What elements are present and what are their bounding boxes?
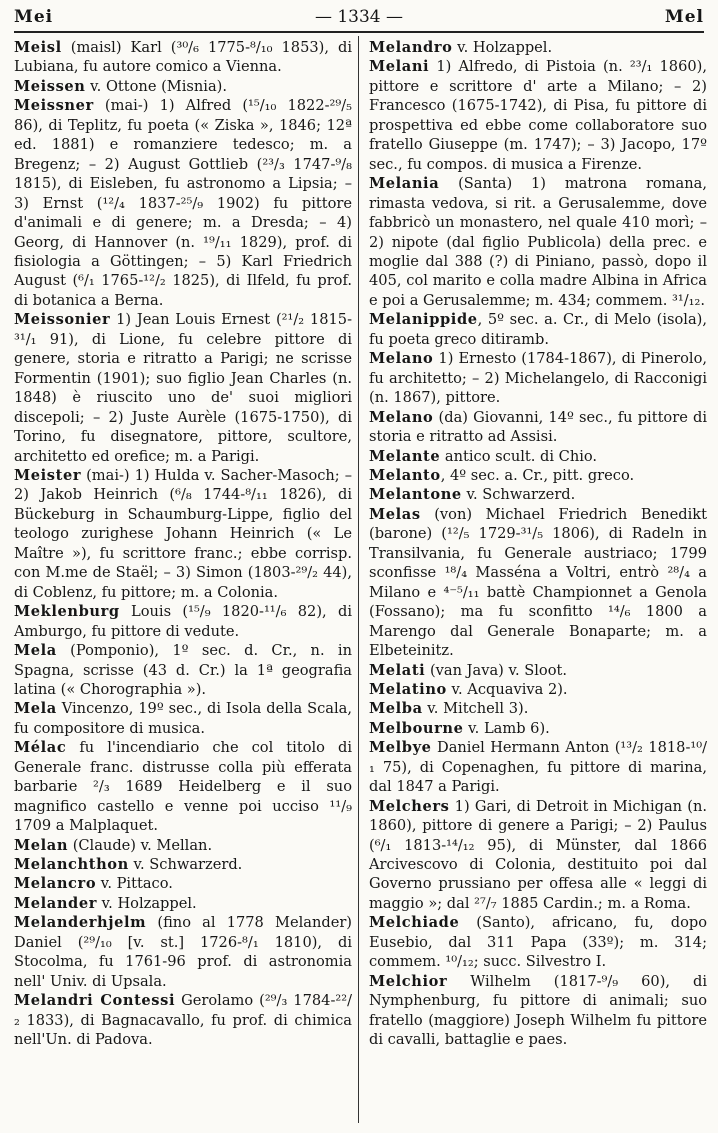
dictionary-entry — [14, 77, 352, 96]
entry-headword: Melanderhjelm — [14, 914, 147, 932]
dictionary-entry — [369, 661, 707, 680]
dictionary-entry — [369, 408, 712, 447]
entry-text: (mai-) 1) Hulda v. Sacher-Masoch; – 2) Jakob Heinrich (⁶/₈ 1744-⁸/₁₁ 1826), di Bückeburg in Schaumburg-Lippe, figlio del teologo zurighese Johann Heinrich (« Le Maître »), fu scrittore franc.; ebbe corrisp. con M.me de Staël; – 3) Simon (1803-²⁹/₂ 44), di Coblenz, fu pittore; m. a Colonia. — [14, 466, 357, 601]
dictionary-entry — [14, 699, 357, 738]
dictionary-entry — [369, 505, 712, 661]
dictionary-entry — [369, 913, 712, 971]
entry-headword: Melchior — [369, 972, 448, 990]
entry-text: v. Schwarzerd. — [128, 856, 243, 874]
entry-headword: Meissner — [14, 97, 94, 115]
entry-headword: Melba — [369, 700, 423, 718]
entry-headword: Meissen — [14, 77, 86, 95]
dictionary-entry — [369, 466, 707, 485]
entry-text: (maisl) Karl (³⁰/₆ 1775-⁸/₁₀ 1853), di Lubiana, fu autore comico a Vienna. — [14, 39, 357, 76]
page-number: — 1334 — — [314, 7, 404, 27]
dictionary-entry — [369, 349, 712, 407]
dictionary-entry — [14, 310, 357, 466]
dictionary-entry — [369, 719, 707, 738]
entry-headword: Melander — [14, 894, 98, 912]
entry-headword: Melani — [369, 58, 430, 76]
entry-text: Wilhelm (1817-⁹/₉ 60), di Nymphenburg, fu pittore di animali; suo fratello (maggiore) Joseph Wilhelm fu pittore di cavalli, battaglie e paes. — [369, 972, 712, 1049]
entry-text: v. Pittaco. — [96, 875, 173, 893]
entry-headword: Meissonier — [14, 311, 111, 329]
entry-text: v. Acquaviva 2). — [446, 680, 568, 698]
dictionary-entry — [14, 874, 352, 893]
header-rule — [14, 31, 704, 33]
dictionary-entry — [369, 38, 707, 57]
entry-text: Vincenzo, 19º sec., di Isola della Scala, fu compositore di musica. — [14, 700, 357, 737]
dictionary-entry — [14, 913, 357, 991]
header-right-headword: Mel — [664, 7, 704, 27]
entry-text: v. Lamb 6). — [463, 719, 550, 737]
dictionary-entry — [369, 485, 707, 504]
right-column — [369, 38, 712, 1050]
entry-text: Gerolamo (²⁹/₃ 1784-²²/₂ 1833), di Bagnacavallo, fu prof. di chimica nell'Un. di Padova. — [14, 992, 357, 1049]
dictionary-entry — [14, 641, 357, 699]
entry-text: antico scult. di Chio. — [440, 447, 598, 465]
entry-text: , 4º sec. a. Cr., pitt. greco. — [440, 466, 635, 484]
entry-headword: Melandro — [369, 39, 453, 56]
entry-headword: Melante — [369, 447, 441, 465]
entry-text: (Pomponio), 1º sec. d. Cr., n. in Spagna, scrisse (43 d. Cr.) la 1ª geografia latina (« Chorographia »). — [14, 642, 357, 698]
entry-text: (Claude) v. Mellan. — [68, 836, 213, 854]
entry-headword: Meister — [14, 466, 82, 484]
entry-text: v. Holzappel. — [97, 894, 197, 912]
entry-text: 1) Jean Louis Ernest (²¹/₂ 1815-³¹/₁ 91), di Lione, fu celebre pittore di genere, storia e ritratto a Parigi; ne scrisse Formentin (1901); suo figlio Jean Charles (n. 1848) è riuscito uno de' suoi migliori discepoli; – 2) Juste Aurèle (1675-1750), di Torino, fu disegnatore, pittore, scultore, architetto ed orefice; m. a Parigi. — [14, 311, 357, 465]
entry-text: v. Mitchell 3). — [422, 700, 529, 718]
entry-headword: Mela — [14, 700, 57, 718]
dictionary-entry — [14, 855, 352, 874]
header-left-headword: Mei — [14, 7, 54, 27]
left-column — [14, 38, 357, 1050]
entry-headword: Melandri Contessi — [14, 992, 176, 1010]
entry-headword: Melan — [14, 836, 69, 854]
dictionary-entry — [369, 738, 712, 796]
dictionary-entry — [369, 797, 712, 914]
entry-headword: Melano — [369, 350, 434, 368]
dictionary-entry — [369, 972, 712, 1050]
entry-headword: Mélac — [14, 739, 67, 757]
column-divider — [358, 36, 359, 1123]
dictionary-entry — [14, 836, 352, 855]
entry-headword: Melancro — [14, 875, 97, 893]
entry-headword: Meisl — [14, 39, 62, 56]
dictionary-entry — [14, 894, 352, 913]
entry-headword: Melchers — [369, 797, 450, 815]
entry-headword: Melatino — [369, 680, 447, 698]
entry-headword: Melbye — [369, 739, 432, 757]
entry-text: 1) Alfredo, di Pistoia (n. ²³/₁ 1860), pittore e scrittore d' arte a Milano; – 2) Francesco (1675-1742), di Pisa, fu pittore di prospettiva ed ebbe come collaboratore suo fratello Giuseppe (m. 1747); – 3) Jacopo, 17º sec., fu compos. di musica a Firenze. — [369, 58, 712, 173]
entry-headword: Melania — [369, 175, 440, 193]
dictionary-entry — [369, 447, 707, 466]
dictionary-entry — [14, 466, 357, 602]
entry-headword: Melanto — [369, 466, 441, 484]
entry-text: (Santo), africano, fu, dopo Eusebio, dal 311 Papa (33º); m. 314; commem. ¹⁰/₁₂; succ. Silvestro I. — [369, 914, 712, 971]
dictionary-entry — [14, 602, 357, 641]
entry-text: Louis (¹⁵/₉ 1820-¹¹/₆ 82), di Amburgo, fu pittore di vedute. — [14, 603, 357, 640]
dictionary-entry — [369, 680, 707, 699]
entry-headword: Melanchthon — [14, 856, 129, 874]
entry-text: v. Schwarzerd. — [461, 486, 576, 504]
entry-headword: Meklenburg — [14, 603, 120, 621]
entry-text: fu l'incendiario che col titolo di Generale franc. distrusse colla più efferata barbarie ²/₃ 1689 Heidelberg e il suo magnifico castello e venne poi ucciso ¹¹/₉ 1709 a Malplaquet. — [14, 739, 357, 835]
entry-headword: Melati — [369, 661, 426, 679]
entry-text: , 5º sec. a. Cr., di Melo (isola), fu poeta greco ditiramb. — [369, 311, 712, 348]
entry-text: (van Java) v. Sloot. — [425, 661, 568, 679]
entry-text: (fino al 1778 Melander) Daniel (²⁹/₁₀ [v. st.] 1726-⁸/₁ 1810), di Stocolma, fu 1761-96 prof. di astronomia nell' Univ. di Upsala. — [14, 914, 357, 990]
entry-text: (mai-) 1) Alfred (¹⁵/₁₀ 1822-²⁹/₅ 86), di Teplitz, fu poeta (« Ziska », 1846; 12ª ed. 1881) e romanziere tedesco; m. a Bregenz; – 2) August Gottlieb (²³/₃ 1747-⁹/₈ 1815), di Eisleben, fu astronomo a Lipsia; – 3) Ernst (¹²/₄ 1837-²⁵/₉ 1902) fu pittore d'animali e di genere; m. a Dresda; – 4) Georg, di Hannover (n. ¹⁹/₁₁ 1829), prof. di fisiologia a Göttingen; – 5) Karl Friedrich August (⁶/₁ 1765-¹²/₂ 1825), di Ilfeld, fu prof. di botanica a Berna. — [14, 97, 357, 309]
entry-text: v. Ottone (Misnia). — [85, 77, 227, 95]
entry-headword: Melano — [369, 408, 434, 426]
entry-text: (von) Michael Friedrich Benedikt (barone) (¹²/₅ 1729-³¹/₅ 1806), di Radeln in Transilvania, fu Generale austriaco; 1799 sconfisse ¹⁸/₄ Masséna a Voltri, entrò ²⁸/₄ a Milano e ⁴⁻⁵/₁₁ battè Championnet a Genola (Fossano); ma fu sconfitto ¹⁴/₆ 1800 a Marengo dal Generale Bonaparte; m. a Elbeteinitz. — [369, 505, 712, 660]
dictionary-entry — [14, 96, 357, 310]
page-header — [14, 4, 704, 30]
entry-text: 1) Gari, di Detroit in Michigan (n. 1860), pittore di genere a Parigi; – 2) Paulus (⁶/₁ 1813-¹⁴/₁₂ 95), di Münster, dal 1866 Arcivescovo di Colonia, destituito poi dal Governo prussiano per offesa alle « leggi di maggio »; dal ²⁷/₇ 1885 Cardin.; m. a Roma. — [369, 797, 712, 912]
entry-text: 1) Ernesto (1784-1867), di Pinerolo, fu architetto; – 2) Michelangelo, di Racconigi (n. 1867), pittore. — [369, 350, 712, 407]
entry-headword: Melbourne — [369, 719, 464, 737]
dictionary-entry — [369, 174, 712, 310]
entry-text: (da) Giovanni, 14º sec., fu pittore di storia e ritratto ad Assisi. — [369, 408, 712, 446]
dictionary-entry — [14, 38, 357, 77]
dictionary-entry — [14, 991, 357, 1049]
dictionary-entry — [14, 738, 357, 835]
dictionary-entry — [369, 310, 712, 349]
dictionary-entry — [369, 699, 707, 718]
entry-headword: Mela — [14, 642, 57, 660]
entry-text: v. Holzappel. — [452, 39, 553, 56]
entry-headword: Melchiade — [369, 914, 460, 932]
entry-headword: Melas — [369, 505, 421, 523]
entry-text: (Santa) 1) matrona romana, rimasta vedova, si rit. a Gerusalemme, dove fabbricò un monastero, nel quale 410 morì; – 2) nipote (dal figlio Publicola) della prec. e moglie dal 388 (?) di Piniano, passò, dopo il 405, col marito e colla madre Albina in Africa e poi a Gerusalemme; m. 434; commem. ³¹/₁₂. — [369, 175, 712, 309]
entry-headword: Melanippide — [369, 311, 478, 329]
entry-text: Daniel Hermann Anton (¹³/₂ 1818-¹⁰/₁ 75), di Copenaghen, fu pittore di marina, dal 1847 a Parigi. — [369, 739, 712, 796]
dictionary-entry — [369, 57, 712, 174]
entry-headword: Melantone — [369, 486, 462, 504]
